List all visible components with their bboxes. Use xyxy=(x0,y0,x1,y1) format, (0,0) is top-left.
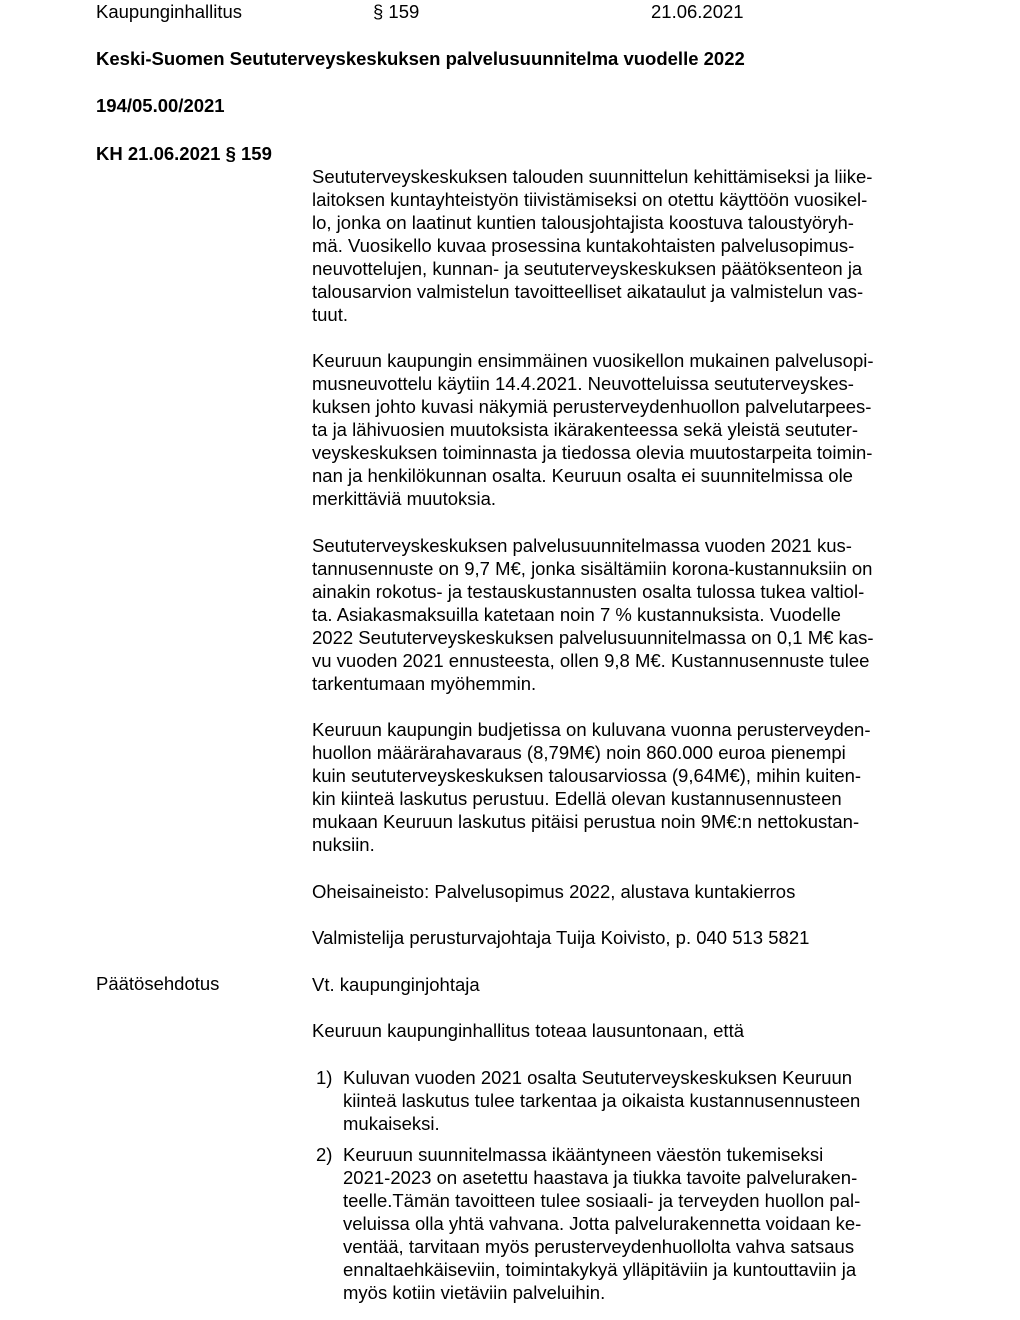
paragraph-3 xyxy=(312,534,924,695)
paragraph-line: mä. Vuosikello kuvaa prosessina kuntakohtaisten palvelusopimus- xyxy=(312,235,855,256)
paragraph-line: 2022 Seututerveyskeskuksen palvelusuunnitelmassa on 0,1 M€ kas- xyxy=(312,627,874,648)
list-number: 2) xyxy=(316,1144,333,1165)
paragraph-line: merkittäviä muutoksia. xyxy=(312,488,497,509)
paragraph-line: lo, jonka on laatinut kuntien talousjohtajista koostuva taloustyöryh- xyxy=(312,212,854,233)
list-line: myös kotiin vietäviin palveluihin. xyxy=(343,1282,606,1303)
paragraph-line: veyskeskuksen toiminnasta ja tiedossa olevia muutostarpeita toimin- xyxy=(312,442,873,463)
paragraph-line: tarkentumaan myöhemmin. xyxy=(312,673,537,694)
paragraph-line: tannusennuste on 9,7 M€, jonka sisältämiin korona-kustannuksiin on xyxy=(312,558,873,579)
list-line: ventää, tarvitaan myös perusterveydenhuollolta vahva satsaus xyxy=(343,1236,855,1257)
paragraph-line: neuvottelujen, kunnan- ja seututerveyskeskuksen päätöksenteon ja xyxy=(312,258,863,279)
paragraph-line: ainakin rokotus- ja testauskustannusten osalta tulossa tukea valtiol- xyxy=(312,581,865,602)
paragraph-line: ta ja lähivuosien muutoksista ikärakenteessa sekä yleistä seututer- xyxy=(312,419,859,440)
paragraph-line: Keuruun kaupungin ensimmäinen vuosikellon mukainen palvelusopi- xyxy=(312,350,874,371)
list-line: Keuruun suunnitelmassa ikääntyneen väestön tukemiseksi xyxy=(343,1144,824,1165)
proposal-intro: Keuruun kaupunginhallitus toteaa lausuntonaan, että xyxy=(312,1020,745,1041)
paragraph-line: vu vuoden 2021 ennusteesta, ollen 9,8 M€. Kustannusennuste tulee xyxy=(312,650,870,671)
paragraph-line: nuksiin. xyxy=(312,834,375,855)
paragraph-line: nan ja henkilökunnan osalta. Keuruun osalta ei suunnitelmissa ole xyxy=(312,465,853,486)
list-line: veluissa olla yhtä vahvana. Jotta palvelurakennetta voidaan ke- xyxy=(343,1213,862,1234)
preparer-line: Valmistelija perusturvajohtaja Tuija Koivisto, p. 040 513 5821 xyxy=(312,927,810,948)
list-line: Kuluvan vuoden 2021 osalta Seututerveyskeskuksen Keuruun xyxy=(343,1067,853,1088)
list-line: kiinteä laskutus tulee tarkentaa ja oikaista kustannusennusteen xyxy=(343,1090,861,1111)
document-title: Keski-Suomen Seututerveyskeskuksen palvelusuunnitelma vuodelle 2022 xyxy=(96,48,745,69)
paragraph-2 xyxy=(312,349,924,510)
paragraph-line: kuksen johto kuvasi näkymiä perusterveydenhuollon palvelutarpees- xyxy=(312,396,872,417)
list-line: 2021-2023 on asetettu haastava ja tiukka tavoite palveluraken- xyxy=(343,1167,858,1188)
header-organ: Kaupunginhallitus xyxy=(96,1,243,22)
paragraph-line: kuin seututerveyskeskuksen talousarviossa (9,64M€), mihin kuiten- xyxy=(312,765,862,786)
paragraph-line: tuut. xyxy=(312,304,348,325)
paragraph-line: ta. Asiakasmaksuilla katetaan noin 7 % kustannuksista. Vuodelle xyxy=(312,604,841,625)
proposal-proposer: Vt. kaupunginjohtaja xyxy=(312,974,480,995)
header-section: § 159 xyxy=(373,1,420,22)
list-line: mukaiseksi. xyxy=(343,1113,440,1134)
record-number: 194/05.00/2021 xyxy=(96,95,225,116)
list-line: ennaltaehkäiseviin, toimintakykyä ylläpitäviin ja kuntouttaviin ja xyxy=(343,1259,857,1280)
attachment-line: Oheisaineisto: Palvelusopimus 2022, alustava kuntakierros xyxy=(312,881,796,902)
paragraph-line: mukaan Keuruun laskutus pitäisi perustua noin 9M€:n nettokustan- xyxy=(312,811,860,832)
header-date: 21.06.2021 xyxy=(651,1,744,22)
paragraph-line: talousarvion valmistelun tavoitteelliset aikataulut ja valmistelun vas- xyxy=(312,281,864,302)
paragraph-line: Seututerveyskeskuksen talouden suunnittelun kehittämiseksi ja liike- xyxy=(312,166,873,187)
list-line: teelle.Tämän tavoitteen tulee sosiaali- ja terveyden huollon pal- xyxy=(343,1190,861,1211)
paragraph-line: musneuvottelu käytiin 14.4.2021. Neuvotteluissa seututerveyskes- xyxy=(312,373,854,394)
paragraph-1 xyxy=(312,165,924,326)
paragraph-line: laitoksen kuntayhteistyön tiivistämiseksi on otettu käyttöön vuosikel- xyxy=(312,189,868,210)
paragraph-line: Seututerveyskeskuksen palvelusuunnitelmassa vuoden 2021 kus- xyxy=(312,535,852,556)
meeting-reference: KH 21.06.2021 § 159 xyxy=(96,143,272,164)
paragraph-line: Keuruun kaupungin budjetissa on kuluvana vuonna perusterveyden- xyxy=(312,719,871,740)
proposal-item-2 xyxy=(312,1143,924,1304)
paragraph-line: kin kiinteä laskutus perustuu. Edellä olevan kustannusennusteen xyxy=(312,788,842,809)
proposal-label: Päätösehdotus xyxy=(96,973,220,994)
paragraph-4 xyxy=(312,718,924,856)
list-number: 1) xyxy=(316,1067,333,1088)
paragraph-line: huollon määrärahavaraus (8,79M€) noin 860.000 euroa pienempi xyxy=(312,742,846,763)
proposal-item-1 xyxy=(312,1066,924,1135)
